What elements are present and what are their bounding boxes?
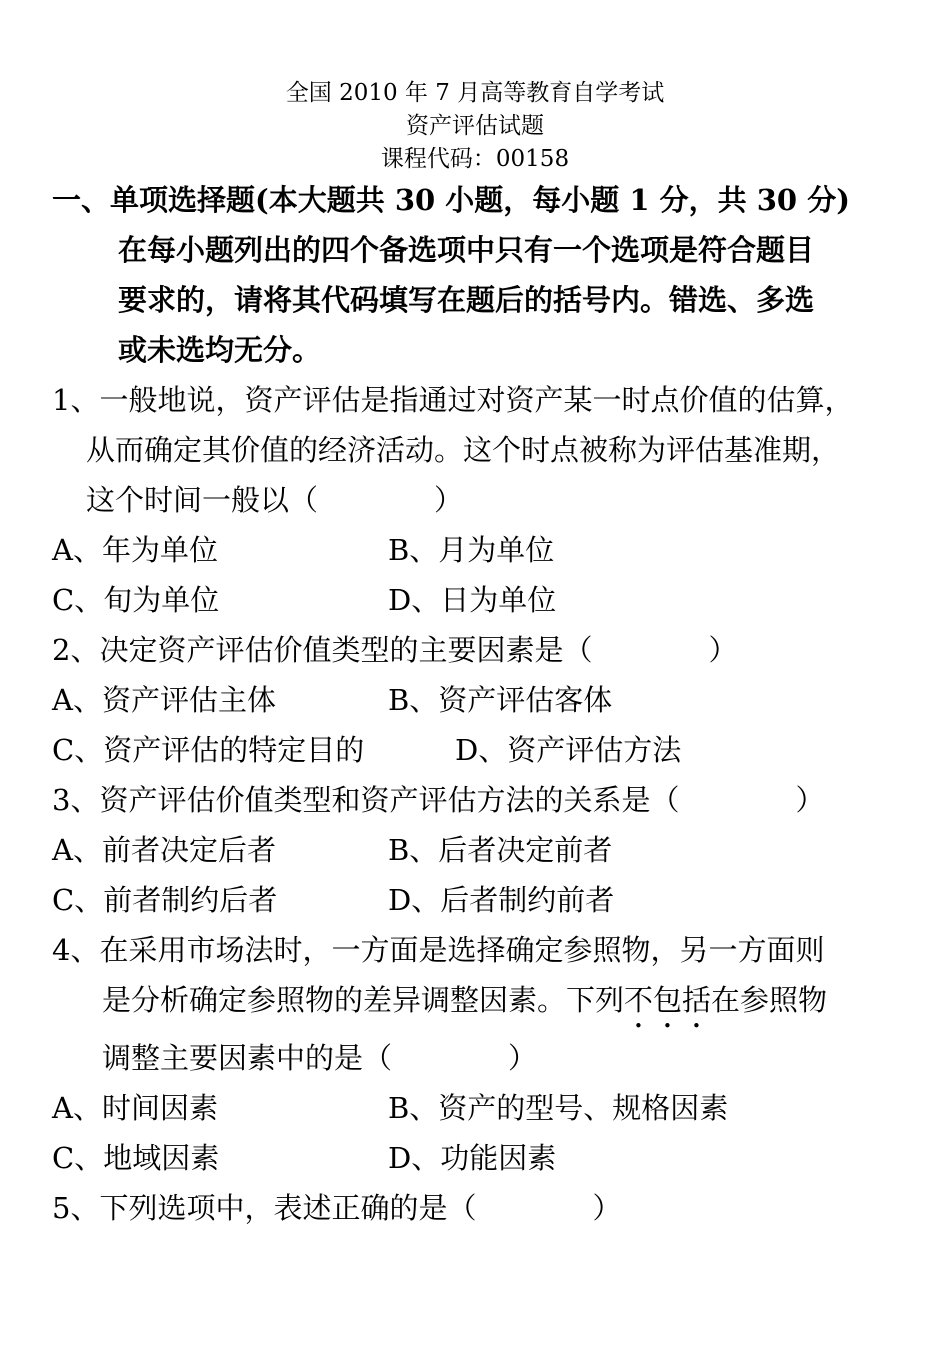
question-4-text: 4、在采用市场法时，一方面是选择确定参照物，另一方面则 [52,933,825,967]
emphasized-not-included: 不包括 [624,983,712,1017]
question-4-text: 调整主要因素中的是（ ） [102,1041,538,1075]
question-4-option-b: B、资产的型号、规格因素 [388,1091,729,1125]
course-code: 课程代码：00158 [380,146,570,172]
question-3-text: 3、资产评估价值类型和资产评估方法的关系是（ ） [52,783,825,817]
question-1-text: 1、一般地说，资产评估是指通过对资产某一时点价值的估算， [52,383,854,417]
question-2-option-a: A、资产评估主体 [52,683,276,717]
section-instruction-line: 要求的，请将其代码填写在题后的括号内。错选、多选 [118,283,815,317]
question-3-option-c: C、前者制约后者 [52,883,278,917]
question-4-text-part: 是分析确定参照物的差异调整因素。下列 [102,983,625,1017]
question-1-option-b: B、月为单位 [388,533,555,567]
question-4-option-c: C、地域因素 [52,1141,220,1175]
question-3-option-a: A、前者决定后者 [52,833,276,867]
question-4-option-a: A、时间因素 [52,1091,218,1125]
section-instruction-line: 在每小题列出的四个备选项中只有一个选项是符合题目 [118,233,815,267]
section-title: 一、单项选择题(本大题共 30 小题，每小题 1 分，共 30 分) [52,183,850,217]
question-4-option-d: D、功能因素 [388,1141,557,1175]
question-1-text: 这个时间一般以（ ） [86,483,464,517]
question-2-text: 2、决定资产评估价值类型的主要因素是（ ） [52,633,738,667]
question-2-option-b: B、资产评估客体 [388,683,613,717]
section-instruction-line: 或未选均无分。 [118,333,322,367]
question-1-option-a: A、年为单位 [52,533,218,567]
subject-title: 资产评估试题 [406,113,544,139]
question-2-option-c: C、资产评估的特定目的 [52,733,365,767]
question-3-option-d: D、后者制约前者 [388,883,615,917]
question-1-text: 从而确定其价值的经济活动。这个时点被称为评估基准期， [86,433,841,467]
question-4-text-part: 在参照物 [711,983,828,1017]
question-5-text: 5、下列选项中，表述正确的是（ ） [52,1191,622,1225]
question-1-option-c: C、旬为单位 [52,583,220,617]
exam-title: 全国 2010 年 7 月高等教育自学考试 [285,80,665,106]
question-1-option-d: D、日为单位 [388,583,557,617]
question-4-text [102,978,827,1035]
question-3-option-b: B、后者决定前者 [388,833,613,867]
question-2-option-d: D、资产评估方法 [455,733,682,767]
